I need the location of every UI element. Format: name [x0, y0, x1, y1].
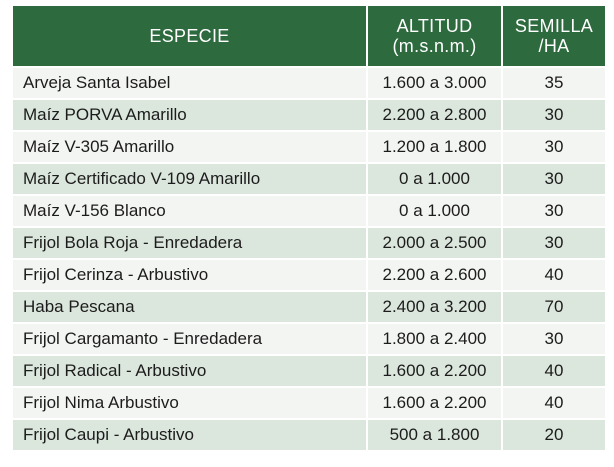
header-seed-label: SEMILLA: [514, 16, 594, 36]
seed-cell: 40: [502, 387, 605, 419]
altitude-cell: 1.600 a 2.200: [367, 355, 502, 387]
altitude-cell: 2.000 a 2.500: [367, 227, 502, 259]
table-row: [13, 387, 605, 419]
table-body: [13, 67, 605, 450]
seed-cell: 30: [502, 99, 605, 131]
table-row: [13, 99, 605, 131]
seed-cell: 40: [502, 259, 605, 291]
species-cell: Haba Pescana: [13, 291, 367, 323]
seed-cell: 40: [502, 355, 605, 387]
altitude-cell: 1.200 a 1.800: [367, 131, 502, 163]
table-row: [13, 131, 605, 163]
table-header: [13, 6, 605, 67]
header-species: [13, 6, 367, 67]
header-altitude-label: ALTITUD: [396, 16, 473, 36]
table-row: [13, 227, 605, 259]
altitude-cell: 0 a 1.000: [367, 163, 502, 195]
seed-cell: 30: [502, 323, 605, 355]
table-row: [13, 259, 605, 291]
seed-cell: 20: [502, 419, 605, 450]
table-row: [13, 355, 605, 387]
altitude-cell: 1.800 a 2.400: [367, 323, 502, 355]
table-row: [13, 67, 605, 99]
species-cell: Frijol Cerinza - Arbustivo: [13, 259, 367, 291]
seed-cell: 70: [502, 291, 605, 323]
species-cell: Maíz V-305 Amarillo: [13, 131, 367, 163]
species-cell: Arveja Santa Isabel: [13, 67, 367, 99]
species-cell: Frijol Radical - Arbustivo: [13, 355, 367, 387]
header-row: [13, 6, 605, 67]
table-row: [13, 323, 605, 355]
altitude-cell: 1.600 a 2.200: [367, 387, 502, 419]
species-cell: Frijol Caupi - Arbustivo: [13, 419, 367, 450]
altitude-cell: 2.200 a 2.800: [367, 99, 502, 131]
species-cell: Maíz Certificado V-109 Amarillo: [13, 163, 367, 195]
header-altitude-unit: (m.s.n.m.): [392, 36, 477, 56]
altitude-cell: 0 a 1.000: [367, 195, 502, 227]
header-seed-unit: /HA: [538, 36, 570, 56]
altitude-cell: 2.200 a 2.600: [367, 259, 502, 291]
header-species-label: ESPECIE: [149, 26, 230, 46]
table-row: [13, 419, 605, 450]
species-cell: Maíz V-156 Blanco: [13, 195, 367, 227]
species-cell: Frijol Cargamanto - Enredadera: [13, 323, 367, 355]
header-altitude: [367, 6, 502, 67]
species-cell: Maíz PORVA Amarillo: [13, 99, 367, 131]
altitude-cell: 500 a 1.800: [367, 419, 502, 450]
seed-cell: 30: [502, 227, 605, 259]
seed-cell: 30: [502, 163, 605, 195]
table-row: [13, 163, 605, 195]
seed-cell: 35: [502, 67, 605, 99]
header-seed: [502, 6, 605, 67]
seed-table: [13, 6, 605, 450]
species-cell: Frijol Nima Arbustivo: [13, 387, 367, 419]
seed-cell: 30: [502, 131, 605, 163]
altitude-cell: 2.400 a 3.200: [367, 291, 502, 323]
table-row: [13, 291, 605, 323]
altitude-cell: 1.600 a 3.000: [367, 67, 502, 99]
seed-cell: 30: [502, 195, 605, 227]
table-row: [13, 195, 605, 227]
species-cell: Frijol Bola Roja - Enredadera: [13, 227, 367, 259]
